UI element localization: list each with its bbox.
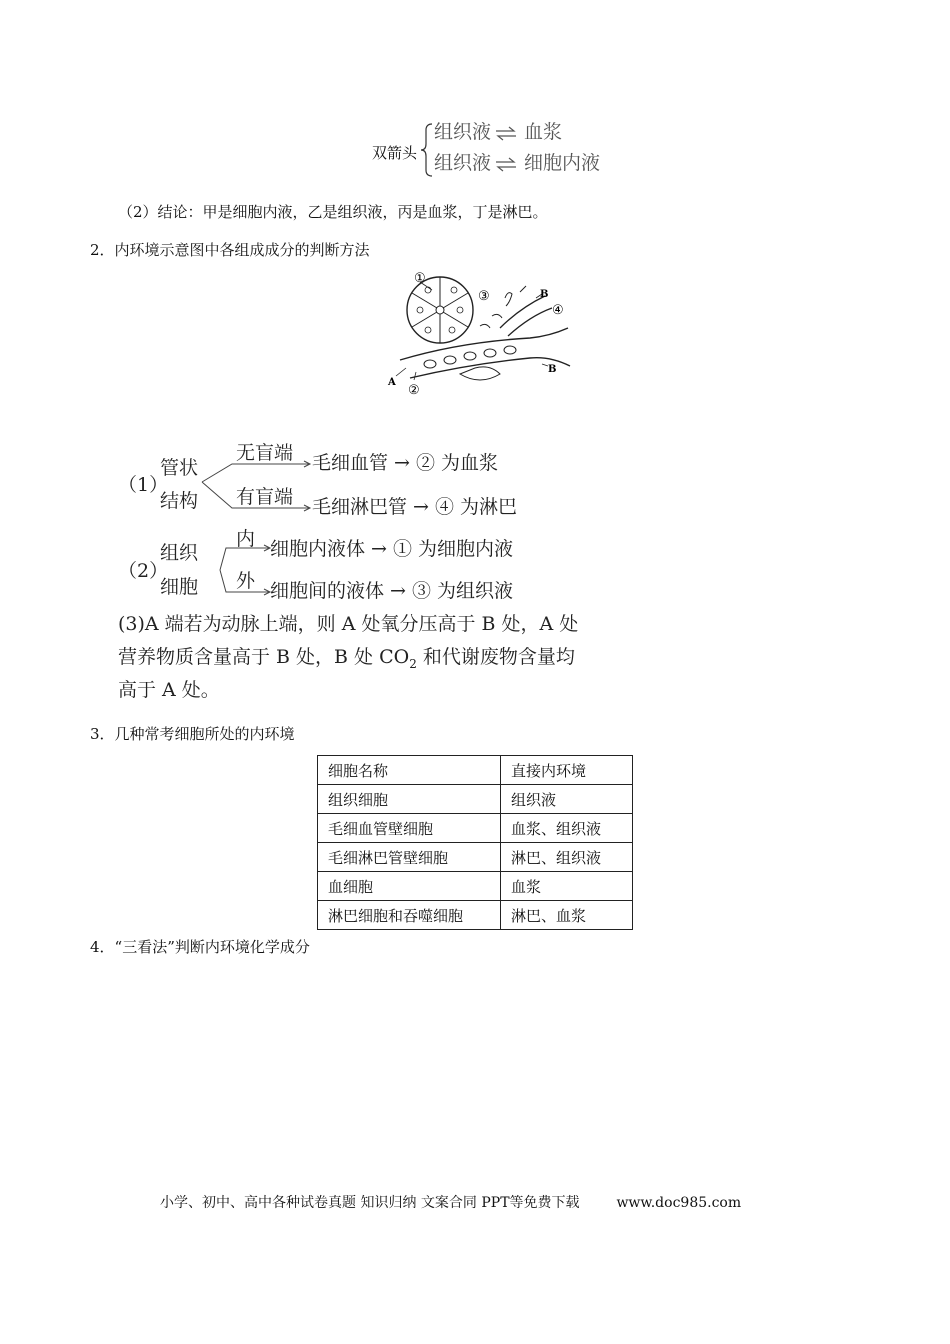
reversible-arrow-icon	[495, 155, 517, 173]
item1-branch2-label: 有盲端	[236, 486, 294, 508]
table-cell: 血浆	[501, 872, 633, 901]
item2-branch1-text: 细胞内液体 → ① 为细胞内液	[270, 538, 514, 560]
brace-line2-right: 细胞内液	[524, 152, 601, 174]
reversible-arrow-icon	[495, 124, 517, 142]
table-cell: 淋巴、血浆	[501, 901, 633, 930]
item1-head-line1: 管状	[160, 457, 199, 479]
table-cell: 组织液	[501, 785, 633, 814]
table-cell: 血细胞	[318, 872, 501, 901]
label-3: ③	[478, 289, 490, 304]
label-4: ④	[552, 303, 564, 318]
table-cell: 淋巴、组织液	[501, 843, 633, 872]
item2-number: （2）	[118, 560, 169, 582]
cell-environment-table	[317, 755, 633, 930]
item2-branch2-label: 外	[236, 570, 256, 592]
table-cell: 毛细淋巴管壁细胞	[318, 843, 501, 872]
label-a: A	[388, 377, 396, 388]
footer-text: 小学、初中、高中各种试卷真题 知识归纳 文案合同 PPT等免费下载	[160, 1195, 580, 1211]
item2-head-line1: 组织	[160, 542, 199, 564]
section3-heading: 3．几种常考细胞所处的内环境	[90, 725, 295, 743]
item1-number: （1）	[118, 474, 169, 496]
table-header-cell: 直接内环境	[501, 756, 633, 785]
table-row	[318, 872, 633, 901]
footer-link[interactable]: www.doc985.com	[616, 1195, 742, 1211]
item1-branch1-text: 毛细血管 → ② 为血浆	[312, 452, 499, 474]
label-2: ②	[408, 383, 420, 398]
item3-line2-after: 和代谢废物含量均	[416, 646, 575, 668]
table-row	[318, 785, 633, 814]
table-cell: 血浆、组织液	[501, 814, 633, 843]
item3-line3: 高于 A 处。	[118, 679, 220, 701]
table-header-cell: 细胞名称	[318, 756, 501, 785]
double-arrow-label: 双箭头	[372, 144, 418, 162]
item1-branch2-text: 毛细淋巴管 → ④ 为淋巴	[312, 496, 518, 518]
section2-heading: 2．内环境示意图中各组成成分的判断方法	[90, 241, 370, 259]
item2-head-line2: 细胞	[160, 576, 199, 598]
internal-environment-diagram	[380, 268, 580, 400]
label-b-top: B	[540, 289, 549, 300]
item1-branch1-label: 无盲端	[236, 442, 294, 464]
brace-line2-left: 组织液	[434, 152, 492, 174]
item3-line2	[118, 645, 575, 676]
label-1: ①	[414, 271, 426, 286]
item1-head-line2: 结构	[160, 490, 199, 512]
item3-line1: (3)A 端若为动脉上端，则 A 处氧分压高于 B 处，A 处	[118, 613, 579, 635]
table-cell: 组织细胞	[318, 785, 501, 814]
item2-branch2-text: 细胞间的液体 → ③ 为组织液	[270, 580, 514, 602]
item2-branch1-label: 内	[236, 528, 256, 550]
item3-line2-sub: 2	[409, 656, 417, 671]
table-row	[318, 814, 633, 843]
section4-heading: 4．“三看法”判断内环境化学成分	[90, 938, 310, 956]
table-row	[318, 901, 633, 930]
brace-line1-right: 血浆	[524, 121, 563, 143]
brace-line1-left: 组织液	[434, 121, 492, 143]
page-footer	[160, 1192, 741, 1212]
conclusion-text: （2）结论：甲是细胞内液，乙是组织液，丙是血浆，丁是淋巴。	[118, 203, 548, 221]
table-row	[318, 843, 633, 872]
table-cell: 淋巴细胞和吞噬细胞	[318, 901, 501, 930]
item3-line2-before: 营养物质含量高于 B 处，B 处 CO	[118, 646, 410, 668]
label-b-bottom: B	[548, 364, 557, 375]
brace-icon	[420, 122, 434, 178]
table-cell: 毛细血管壁细胞	[318, 814, 501, 843]
table-header-row	[318, 756, 633, 785]
